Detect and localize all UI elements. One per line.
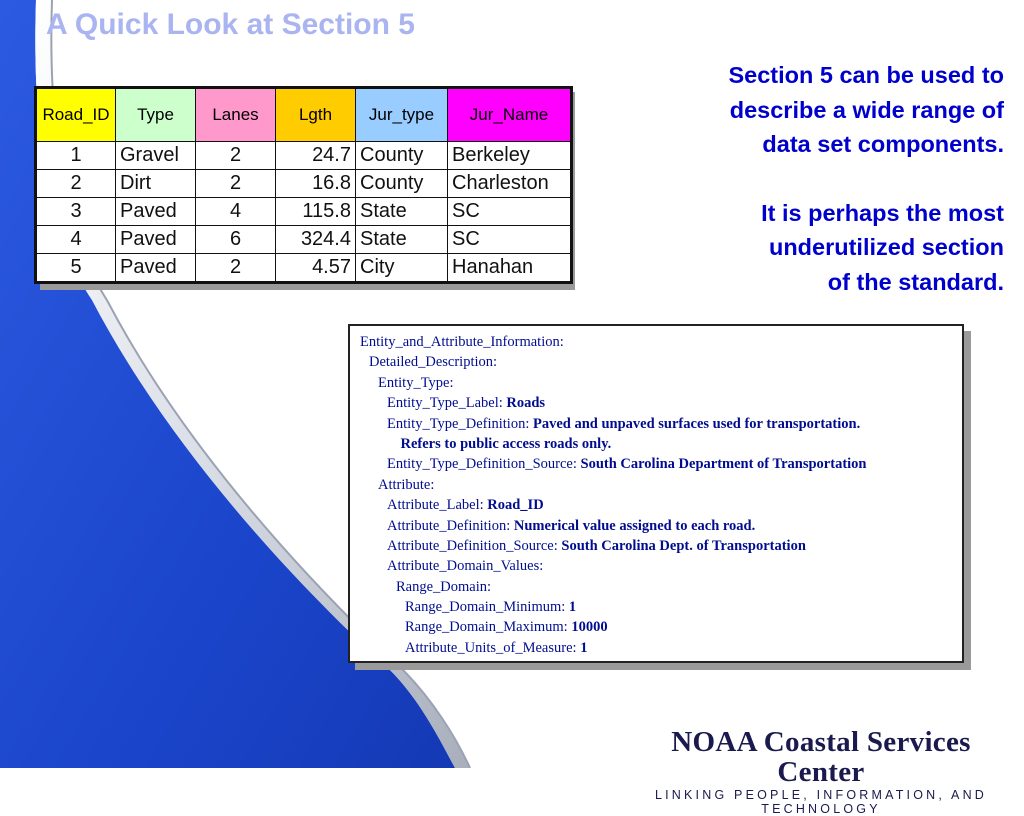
metadata-element-value: Road_ID	[487, 497, 544, 514]
table-cell: Paved	[116, 254, 196, 283]
metadata-line	[360, 454, 952, 474]
table-cell: SC	[448, 226, 572, 254]
column-header: Jur_type	[356, 88, 448, 142]
metadata-line	[360, 414, 952, 434]
metadata-element-name: Entity_Type_Definition:	[387, 415, 533, 432]
metadata-element-name: Entity_Type_Definition_Source:	[387, 456, 581, 473]
metadata-element-name: Attribute_Domain_Values:	[387, 558, 544, 575]
metadata-line	[360, 352, 952, 372]
callout-line: describe a wide range of	[729, 96, 1004, 123]
metadata-element-name: Attribute_Label:	[387, 497, 488, 514]
metadata-line	[360, 475, 952, 495]
table-row	[36, 226, 572, 254]
table-row	[36, 170, 572, 198]
metadata-element-value: Paved and unpaved surfaces used for transportation.	[532, 415, 861, 432]
metadata-element-value: South Carolina Department of Transportation	[580, 456, 867, 473]
callout-text	[644, 58, 1004, 299]
metadata-line	[360, 373, 952, 393]
table-cell: 324.4	[276, 226, 356, 254]
table-cell: 6	[196, 226, 276, 254]
metadata-line	[360, 434, 952, 454]
table-cell: 16.8	[276, 170, 356, 198]
table-cell: 4	[196, 198, 276, 226]
callout-line: of the standard.	[827, 268, 1004, 295]
table-cell: Charleston	[448, 170, 572, 198]
slide-title: A Quick Look at Section 5	[46, 8, 415, 41]
table-body	[36, 142, 572, 283]
metadata-line	[360, 556, 952, 576]
callout-line: underutilized section	[768, 234, 1004, 260]
metadata-line	[360, 617, 952, 637]
attribute-table	[34, 86, 573, 284]
column-header: Lgth	[276, 88, 356, 142]
logo-tagline: LINKING PEOPLE, INFORMATION, AND TECHNOLOGY	[654, 788, 988, 816]
callout-line: It is perhaps the most	[761, 199, 1004, 226]
table-cell: 1	[36, 142, 116, 170]
metadata-element-name: Attribute_Definition:	[387, 517, 514, 534]
table-cell: 2	[196, 254, 276, 283]
metadata-line	[360, 638, 952, 658]
metadata-element-name: Attribute:	[378, 476, 435, 493]
table-cell: 4	[36, 226, 116, 254]
table-cell: Berkeley	[448, 142, 572, 170]
table-row	[36, 254, 572, 283]
table-cell: Gravel	[116, 142, 196, 170]
table-cell: Paved	[116, 226, 196, 254]
metadata-element-name: Range_Domain_Minimum:	[405, 599, 569, 616]
metadata-element-value: Refers to public access roads only.	[400, 435, 612, 452]
table-cell: 4.57	[276, 254, 356, 283]
callout-paragraph-1	[644, 58, 1004, 162]
table-row	[36, 198, 572, 226]
metadata-line	[360, 393, 952, 413]
table-cell: 2	[196, 142, 276, 170]
table-cell: County	[356, 142, 448, 170]
table-cell: 115.8	[276, 198, 356, 226]
metadata-element-name: Range_Domain_Maximum:	[405, 619, 572, 636]
callout-line: data set components.	[762, 131, 1004, 157]
table-cell: 2	[36, 170, 116, 198]
table-cell: 3	[36, 198, 116, 226]
metadata-element-value: Numerical value assigned to each road.	[513, 517, 756, 534]
metadata-element-value: 10000	[571, 619, 608, 636]
table-cell: Dirt	[116, 170, 196, 198]
table-row	[36, 142, 572, 170]
metadata-line	[360, 516, 952, 536]
table-cell: City	[356, 254, 448, 283]
callout-line: Section 5 can be used to	[728, 62, 1004, 88]
table-header-row	[36, 88, 572, 142]
column-header: Type	[116, 88, 196, 142]
table-cell: State	[356, 198, 448, 226]
column-header: Jur_Name	[448, 88, 572, 142]
metadata-line	[360, 332, 952, 352]
logo-name: NOAA Coastal Services Center	[671, 726, 971, 788]
metadata-element-value: South Carolina Dept. of Transportation	[561, 537, 806, 554]
column-header: Lanes	[196, 88, 276, 142]
noaa-logo	[624, 727, 1018, 816]
table-cell: Hanahan	[448, 254, 572, 283]
table-cell: State	[356, 226, 448, 254]
metadata-element-name: Entity_Type:	[378, 374, 454, 391]
attribute-table-container	[34, 86, 569, 284]
metadata-element-value: Roads	[506, 395, 546, 412]
callout-paragraph-2	[644, 196, 1004, 300]
metadata-line	[360, 597, 952, 617]
table-cell: 5	[36, 254, 116, 283]
metadata-element-name: Attribute_Definition_Source:	[387, 537, 562, 554]
metadata-line	[360, 577, 952, 597]
metadata-element-value: 1	[580, 639, 588, 656]
table-cell: Paved	[116, 198, 196, 226]
metadata-element-name: Entity_Type_Label:	[387, 395, 507, 412]
metadata-element-name: Range_Domain:	[396, 578, 492, 595]
metadata-element-value: 1	[568, 599, 577, 616]
table-cell: SC	[448, 198, 572, 226]
table-cell: County	[356, 170, 448, 198]
metadata-line	[360, 495, 952, 515]
metadata-line	[360, 536, 952, 556]
metadata-element-name: Attribute_Units_of_Measure:	[405, 639, 581, 656]
table-cell: 24.7	[276, 142, 356, 170]
metadata-excerpt-box	[348, 324, 964, 663]
table-cell: 2	[196, 170, 276, 198]
column-header: Road_ID	[36, 88, 116, 142]
metadata-element-name: Entity_and_Attribute_Information:	[360, 334, 564, 350]
metadata-element-name: Detailed_Description:	[369, 354, 498, 371]
